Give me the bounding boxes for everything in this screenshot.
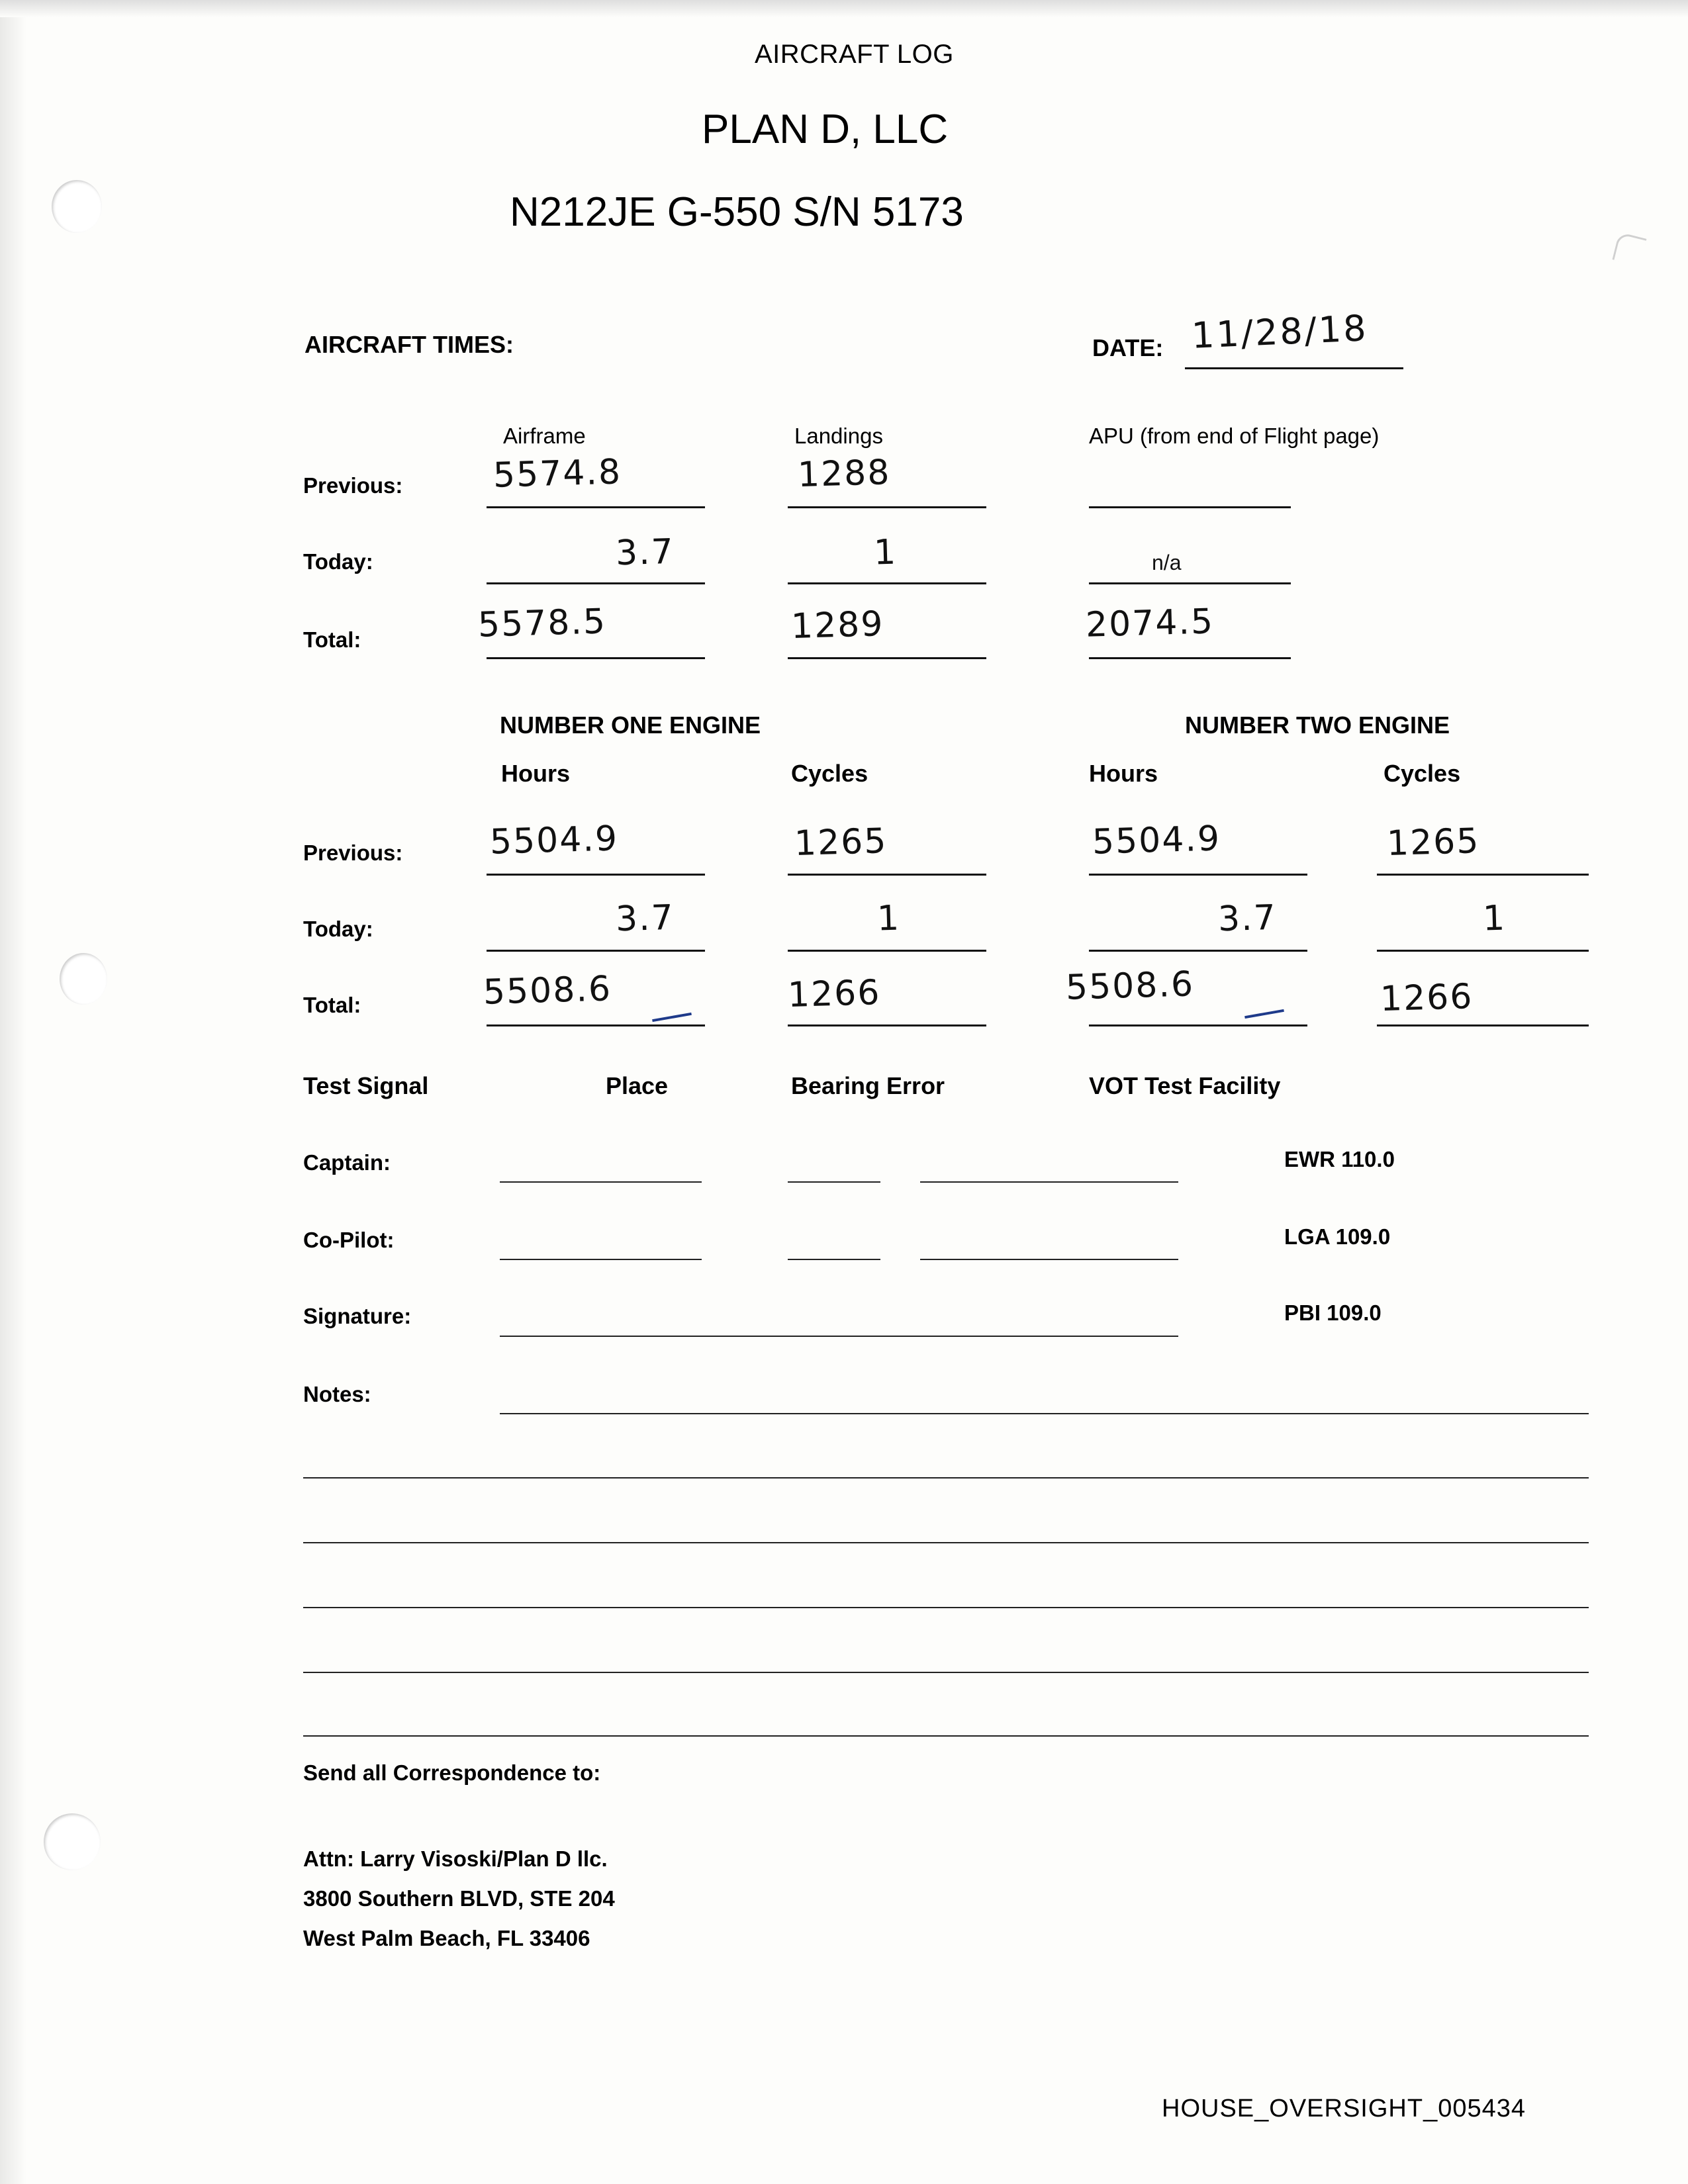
engine-row-label-today: Today: (303, 917, 373, 941)
field-rule-e2-cycles-total (1377, 1024, 1589, 1026)
aircraft-registration: N212JE G-550 S/N 5173 (510, 189, 964, 235)
field-rule-captain-place (500, 1181, 702, 1183)
field-rule-apu-today (1089, 582, 1291, 584)
field-rule-e2-hours-today (1089, 950, 1307, 952)
field-rule-e1-cycles-total (788, 1024, 986, 1026)
row-label-copilot: Co-Pilot: (303, 1228, 395, 1252)
field-rule-copilot-place (500, 1259, 702, 1260)
date-rule (1185, 367, 1403, 369)
field-rule-e2-cycles-today (1377, 950, 1589, 952)
bates-number: HOUSE_OVERSIGHT_005434 (1162, 2095, 1526, 2122)
notes-line (303, 1607, 1589, 1608)
value-e1-hours-total: 5508.6 (483, 969, 612, 1013)
date-value-handwritten: 11/28/18 (1190, 307, 1369, 357)
value-airframe-total: 5578.5 (477, 602, 607, 645)
row-label-signature: Signature: (303, 1304, 412, 1328)
value-e2-hours-previous: 5504.9 (1092, 819, 1221, 862)
value-e1-cycles-today: 1 (876, 898, 901, 939)
field-rule-e1-hours-total (487, 1024, 705, 1026)
engine-two-title: NUMBER TWO ENGINE (1185, 711, 1450, 739)
engine-two-hours-header: Hours (1089, 760, 1158, 787)
field-rule-landings-previous (788, 506, 986, 508)
correction-strike (1244, 1009, 1284, 1019)
vot-facility-lga: LGA 109.0 (1284, 1224, 1391, 1249)
engine-row-label-total: Total: (303, 993, 361, 1017)
field-rule-landings-total (788, 657, 986, 659)
value-e2-hours-today: 3.7 (1217, 897, 1278, 940)
engine-two-cycles-header: Cycles (1383, 760, 1461, 787)
scan-edge-shadow (0, 0, 26, 2184)
value-airframe-today: 3.7 (615, 531, 675, 574)
value-landings-previous: 1288 (797, 453, 892, 495)
company-name: PLAN D, LLC (702, 107, 949, 152)
column-header-landings: Landings (794, 424, 883, 448)
value-e2-cycles-total: 1266 (1380, 977, 1474, 1019)
engine-one-hours-header: Hours (501, 760, 571, 787)
correspondence-city: West Palm Beach, FL 33406 (303, 1926, 590, 1950)
value-e1-cycles-total: 1266 (787, 973, 882, 1015)
document-title-line1: AIRCRAFT LOG (755, 40, 954, 69)
value-e1-hours-today: 3.7 (615, 897, 675, 940)
field-rule-e2-cycles-previous (1377, 874, 1589, 876)
field-rule-landings-today (788, 582, 986, 584)
value-e2-cycles-previous: 1265 (1386, 821, 1481, 864)
engine-one-cycles-header: Cycles (791, 760, 868, 787)
field-rule-apu-previous (1089, 506, 1291, 508)
value-landings-total: 1289 (790, 604, 885, 647)
value-landings-today: 1 (873, 532, 898, 573)
notes-line (303, 1542, 1589, 1543)
date-label: DATE: (1092, 334, 1164, 361)
correction-strike (652, 1013, 692, 1022)
row-label-total: Total: (303, 627, 361, 652)
field-rule-captain-bearing (788, 1181, 880, 1183)
correspondence-heading: Send all Correspondence to: (303, 1760, 601, 1785)
value-apu-today: n/a (1152, 551, 1182, 574)
hole-punch (60, 953, 107, 1005)
notes-line (303, 1672, 1589, 1673)
vot-facility-pbi: PBI 109.0 (1284, 1300, 1382, 1325)
field-rule-e1-cycles-today (788, 950, 986, 952)
aircraft-times-label: AIRCRAFT TIMES: (305, 331, 514, 358)
value-e2-hours-total: 5508.6 (1065, 964, 1195, 1008)
row-label-captain: Captain: (303, 1150, 391, 1175)
hole-punch (44, 1813, 101, 1870)
hole-punch (52, 180, 102, 233)
test-signal-header: Test Signal (303, 1072, 429, 1099)
correspondence-attn: Attn: Larry Visoski/Plan D llc. (303, 1846, 608, 1871)
notes-label: Notes: (303, 1382, 371, 1406)
value-airframe-previous: 5574.8 (492, 452, 622, 496)
field-rule-apu-total (1089, 657, 1291, 659)
engine-row-label-previous: Previous: (303, 841, 403, 865)
field-rule-e2-hours-previous (1089, 874, 1307, 876)
row-label-previous: Previous: (303, 473, 403, 498)
place-header: Place (606, 1072, 669, 1099)
value-e1-hours-previous: 5504.9 (489, 819, 619, 862)
field-rule-e1-hours-today (487, 950, 705, 952)
column-header-apu: APU (from end of Flight page) (1089, 424, 1380, 448)
row-label-today: Today: (303, 549, 373, 574)
field-rule-e1-cycles-previous (788, 874, 986, 876)
value-e2-cycles-today: 1 (1482, 898, 1507, 939)
field-rule-copilot-vot (920, 1259, 1178, 1260)
vot-facility-ewr: EWR 110.0 (1284, 1147, 1395, 1171)
notes-line (500, 1413, 1589, 1414)
field-rule-airframe-today (487, 582, 705, 584)
field-rule-airframe-previous (487, 506, 705, 508)
scan-edge-shadow-top (0, 0, 1688, 17)
field-rule-captain-vot (920, 1181, 1178, 1183)
field-rule-airframe-total (487, 657, 705, 659)
notes-line (303, 1477, 1589, 1479)
correspondence-street: 3800 Southern BLVD, STE 204 (303, 1886, 615, 1911)
value-apu-total: 2074.5 (1085, 602, 1215, 645)
bearing-error-header: Bearing Error (791, 1072, 945, 1099)
field-rule-signature (500, 1336, 1178, 1337)
notes-line (303, 1735, 1589, 1737)
field-rule-e2-hours-total (1089, 1024, 1307, 1026)
vot-test-facility-header: VOT Test Facility (1089, 1072, 1281, 1099)
page-corner-mark (1612, 232, 1646, 266)
value-e1-cycles-previous: 1265 (794, 821, 888, 864)
field-rule-copilot-bearing (788, 1259, 880, 1260)
column-header-airframe: Airframe (503, 424, 586, 448)
field-rule-e1-hours-previous (487, 874, 705, 876)
engine-one-title: NUMBER ONE ENGINE (500, 711, 761, 739)
